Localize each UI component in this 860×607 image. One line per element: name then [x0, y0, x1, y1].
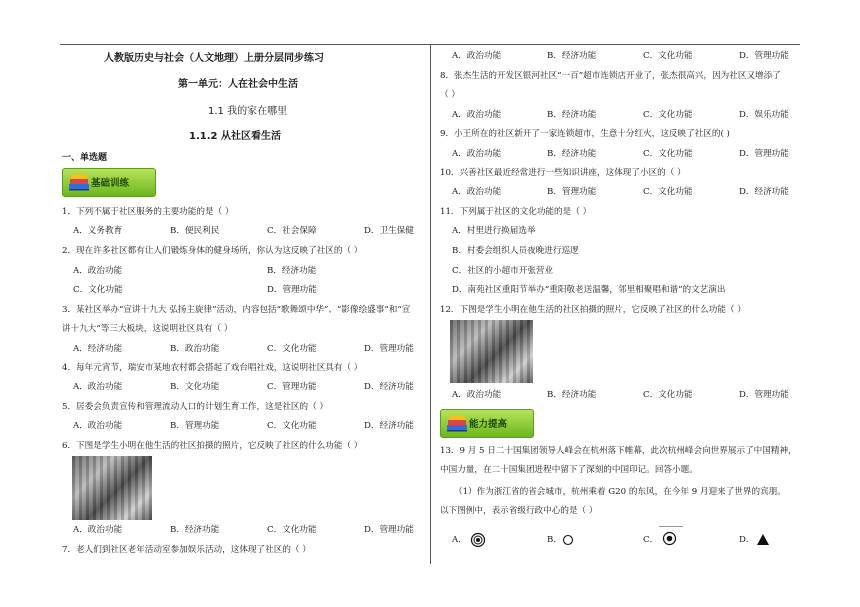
q1-option-b: B．便民利民 — [170, 226, 220, 236]
q10-option-d: D．经济功能 — [739, 187, 789, 197]
question-1-stem: 1．下列不属于社区服务的主要功能的是（ ） — [62, 207, 234, 217]
q9-option-d: D．管理功能 — [739, 149, 789, 159]
q6-option-d: D．管理功能 — [364, 525, 414, 535]
q8-option-d: D．娱乐功能 — [739, 110, 789, 120]
question-4-stem: 4．每年元宵节，瑞安市某地农村都会搭起了戏台唱社戏，这说明社区具有（ ） — [62, 363, 363, 373]
q6-option-b: B．经济功能 — [170, 525, 220, 535]
question-13-stem-line1: 13．9 月 5 日二十国集团领导人峰会在杭州落下帷幕，此次杭州峰会向世界展示了中国精神， — [440, 446, 797, 456]
lesson-title: 1.1 我的家在哪里 — [208, 106, 288, 117]
q9-option-b: B．经济功能 — [547, 149, 597, 159]
basic-training-badge — [62, 168, 156, 197]
q2-option-c: C．文化功能 — [73, 285, 123, 295]
q5-option-a: A．政治功能 — [73, 421, 123, 431]
advanced-badge — [440, 409, 534, 438]
q10-option-c: C．文化功能 — [643, 187, 693, 197]
q8-option-a: A．政治功能 — [452, 110, 502, 120]
q1-option-d: D．卫生保健 — [364, 226, 414, 236]
q13-option-d: D． — [739, 535, 755, 545]
q9-option-a: A．政治功能 — [452, 149, 502, 159]
sublesson-title: 1.1.2 从社区看生活 — [189, 131, 281, 142]
q2-option-d: D．管理功能 — [267, 285, 317, 295]
q6-option-c: C．文化功能 — [267, 525, 317, 535]
q5-option-c: C．文化功能 — [267, 421, 317, 431]
unit-title: 第一单元：人在社会中生活 — [178, 79, 298, 90]
q12-option-c: C．文化功能 — [643, 390, 693, 400]
books-icon — [446, 413, 468, 433]
q3-option-d: D．管理功能 — [364, 344, 414, 354]
q9-option-c: C．文化功能 — [643, 149, 693, 159]
question-7-stem: 7．老人们到社区老年活动室参加娱乐活动，这体现了社区的（ ） — [62, 545, 311, 555]
q5-option-b: B．管理功能 — [170, 421, 220, 431]
section-title: 一、单选题 — [62, 153, 108, 163]
question-13-stem-line2: 中国力量，在二十国集团进程中留下了深刻的中国印记。回答小题。 — [440, 465, 698, 475]
books-icon — [68, 172, 90, 192]
filled-triangle-icon — [757, 534, 769, 545]
question-5-stem: 5．居委会负责宣传和管理流动人口的计划生育工作，这是社区的（ ） — [62, 402, 329, 412]
question-8-stem-line1: 8．张杰生活的开发区银河社区“一百”超市连锁店开业了，张杰很高兴，因为社区又增添了 — [440, 71, 781, 81]
q3-option-c: C．文化功能 — [267, 344, 317, 354]
question-2-stem: 2．现在许多社区都有让人们锻炼身体的健身场所，你认为这反映了社区的（ ） — [62, 246, 363, 256]
q1-option-a: A．义务教育 — [73, 226, 123, 236]
q13-option-a: A． — [452, 535, 467, 545]
basic-training-label: 基础训练 — [91, 178, 130, 189]
q10-option-b: B．管理功能 — [547, 187, 597, 197]
q7-option-b: B．经济功能 — [547, 51, 597, 61]
question-3-stem-line1: 3．某社区举办“宣讲十九大 弘扬主旋律”活动，内容包括“歌舞颂中华”、“影像绘盛事”和“宣 — [62, 305, 411, 315]
question-13-sub1: （1）作为浙江省的省会城市，杭州乘着 G20 的东风，在今年 9 月迎来了世界的宾朋。 — [454, 487, 786, 497]
question-13-sub2: 以下图例中，表示省级行政中心的是（ ） — [440, 506, 598, 516]
q7-option-a: A．政治功能 — [452, 51, 502, 61]
column-divider — [430, 44, 431, 564]
q12-option-a: A．政治功能 — [452, 390, 502, 400]
q13-option-c: C． — [643, 535, 659, 545]
q8-option-c: C．文化功能 — [643, 110, 693, 120]
question-11-stem: 11．下列属于社区的文化功能的是（ ） — [440, 207, 592, 217]
question-6-stem: 6．下图是学生小明在他生活的社区拍摄的照片，它反映了社区的什么功能（ ） — [62, 441, 363, 451]
q11-option-a: A．村里进行换届选举 — [452, 226, 536, 236]
q3-option-b: B．政治功能 — [170, 344, 220, 354]
q12-option-b: B．经济功能 — [547, 390, 597, 400]
q1-option-c: C．社会保障 — [267, 226, 317, 236]
circle-dot-icon — [662, 531, 677, 546]
q4-option-a: A．政治功能 — [73, 382, 123, 392]
q7-option-c: C．文化功能 — [643, 51, 693, 61]
q7-option-d: D．管理功能 — [739, 51, 789, 61]
question-12-stem: 12．下图是学生小明在他生活的社区拍摄的照片，它反映了社区的什么功能（ ） — [440, 305, 746, 315]
q2-option-a: A．政治功能 — [73, 266, 123, 276]
q2-option-b: B．经济功能 — [267, 266, 317, 276]
q5-option-d: D．经济功能 — [364, 421, 414, 431]
q4-option-b: B．文化功能 — [170, 382, 220, 392]
double-circle-dot-icon — [470, 532, 486, 548]
symbol-overline — [659, 526, 683, 527]
q11-option-c: C．社区的小超市开张营业 — [452, 266, 554, 276]
question-10-stem: 10．兴善社区最近经常进行一些知识讲座，这体现了小区的（ ） — [440, 168, 686, 178]
question-9-stem: 9．小王所在的社区新开了一家连锁超市，生意十分红火，这反映了社区的( ) — [440, 129, 730, 139]
q4-option-c: C．管理功能 — [267, 382, 317, 392]
hollow-circle-icon — [562, 534, 574, 546]
advanced-label: 能力提高 — [469, 419, 508, 430]
community-photo-q6 — [72, 456, 152, 520]
community-photo-q12 — [450, 320, 533, 383]
q8-option-b: B．经济功能 — [547, 110, 597, 120]
q6-option-a: A．政治功能 — [73, 525, 123, 535]
q13-option-b: B． — [547, 535, 562, 545]
doc-title: 人教版历史与社会（人文地理）上册分层同步练习 — [104, 53, 324, 64]
q11-option-b: B．村委会组织人员夜晚进行巡逻 — [452, 246, 579, 256]
question-3-stem-line2: 讲十九大”等三大板块，这说明社区具有（ ） — [62, 324, 233, 334]
q3-option-a: A．经济功能 — [73, 344, 123, 354]
q12-option-d: D．管理功能 — [739, 390, 789, 400]
q4-option-d: D．经济功能 — [364, 382, 414, 392]
q10-option-a: A．政治功能 — [452, 187, 502, 197]
q11-option-d: D．南苑社区重阳节举办“重阳敬老送温馨，邻里相聚唱和谐”的文艺演出 — [452, 285, 726, 295]
question-8-stem-line2: （ ） — [440, 90, 460, 100]
